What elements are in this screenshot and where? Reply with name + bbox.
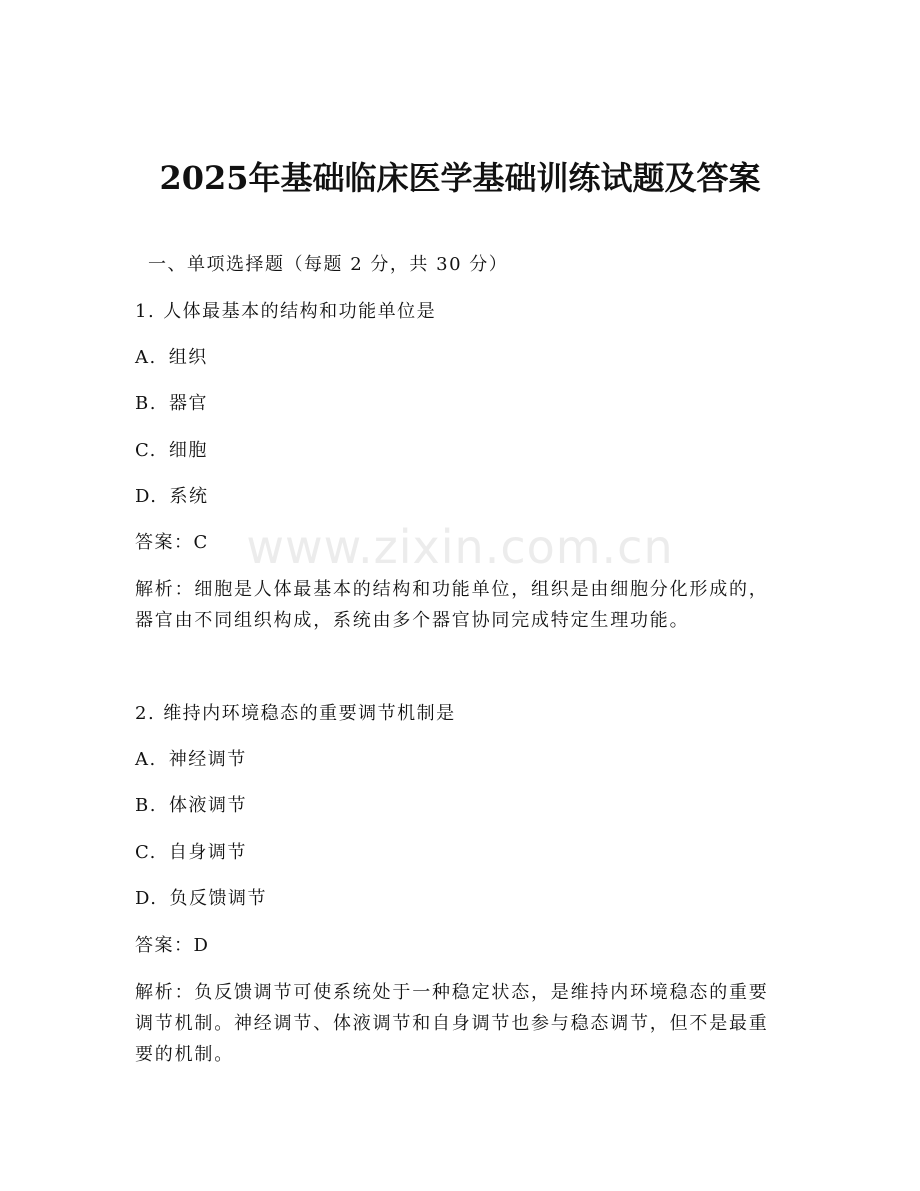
question-1 bbox=[135, 300, 436, 324]
option-letter: A. bbox=[135, 347, 157, 368]
question-1-option-a bbox=[135, 346, 208, 370]
question-2-option-a bbox=[135, 748, 247, 772]
question-2 bbox=[135, 702, 456, 726]
question-1-answer: 答案：C bbox=[135, 532, 209, 553]
option-text: 负反馈调节 bbox=[169, 888, 268, 909]
question-1-option-d bbox=[135, 485, 209, 509]
option-text: 系统 bbox=[169, 486, 209, 507]
page-title: 2025年基础临床医学基础训练试题及答案 bbox=[159, 159, 761, 197]
option-letter: A. bbox=[135, 749, 157, 770]
question-text: 人体最基本的结构和功能单位是 bbox=[163, 301, 437, 322]
option-text: 神经调节 bbox=[168, 749, 247, 770]
option-text: 细胞 bbox=[168, 440, 208, 461]
option-text: 器官 bbox=[168, 393, 208, 414]
option-letter: C. bbox=[135, 842, 157, 863]
section-heading: 一、单项选择题（每题 2 分，共 30 分） bbox=[148, 254, 509, 275]
question-2-answer: 答案：D bbox=[135, 935, 210, 956]
option-letter: D. bbox=[135, 486, 158, 507]
option-text: 组织 bbox=[168, 347, 208, 368]
option-letter: D. bbox=[135, 888, 158, 909]
watermark: www.zixin.com.cn bbox=[246, 520, 674, 574]
option-letter: B. bbox=[135, 393, 157, 414]
question-1-option-b bbox=[135, 392, 208, 416]
question-1-explanation: 解析：细胞是人体最基本的结构和功能单位，组织是由细胞分化形成的，器官由不同组织构成，系统由多个器官协同完成特定生理功能。 bbox=[135, 579, 769, 631]
question-number: 1. bbox=[135, 301, 156, 322]
question-2-option-c bbox=[135, 841, 247, 865]
question-2-option-d bbox=[135, 887, 267, 911]
option-letter: B. bbox=[135, 795, 157, 816]
question-2-option-b bbox=[135, 794, 247, 818]
option-text: 体液调节 bbox=[168, 795, 247, 816]
option-text: 自身调节 bbox=[168, 842, 247, 863]
question-2-explanation: 解析：负反馈调节可使系统处于一种稳定状态，是维持内环境稳态的重要调节机制。神经调节、体液调节和自身调节也参与稳态调节，但不是最重要的机制。 bbox=[135, 982, 769, 1065]
question-text: 维持内环境稳态的重要调节机制是 bbox=[163, 703, 456, 724]
question-1-option-c bbox=[135, 439, 208, 463]
question-number: 2. bbox=[135, 703, 156, 724]
option-letter: C. bbox=[135, 440, 157, 461]
